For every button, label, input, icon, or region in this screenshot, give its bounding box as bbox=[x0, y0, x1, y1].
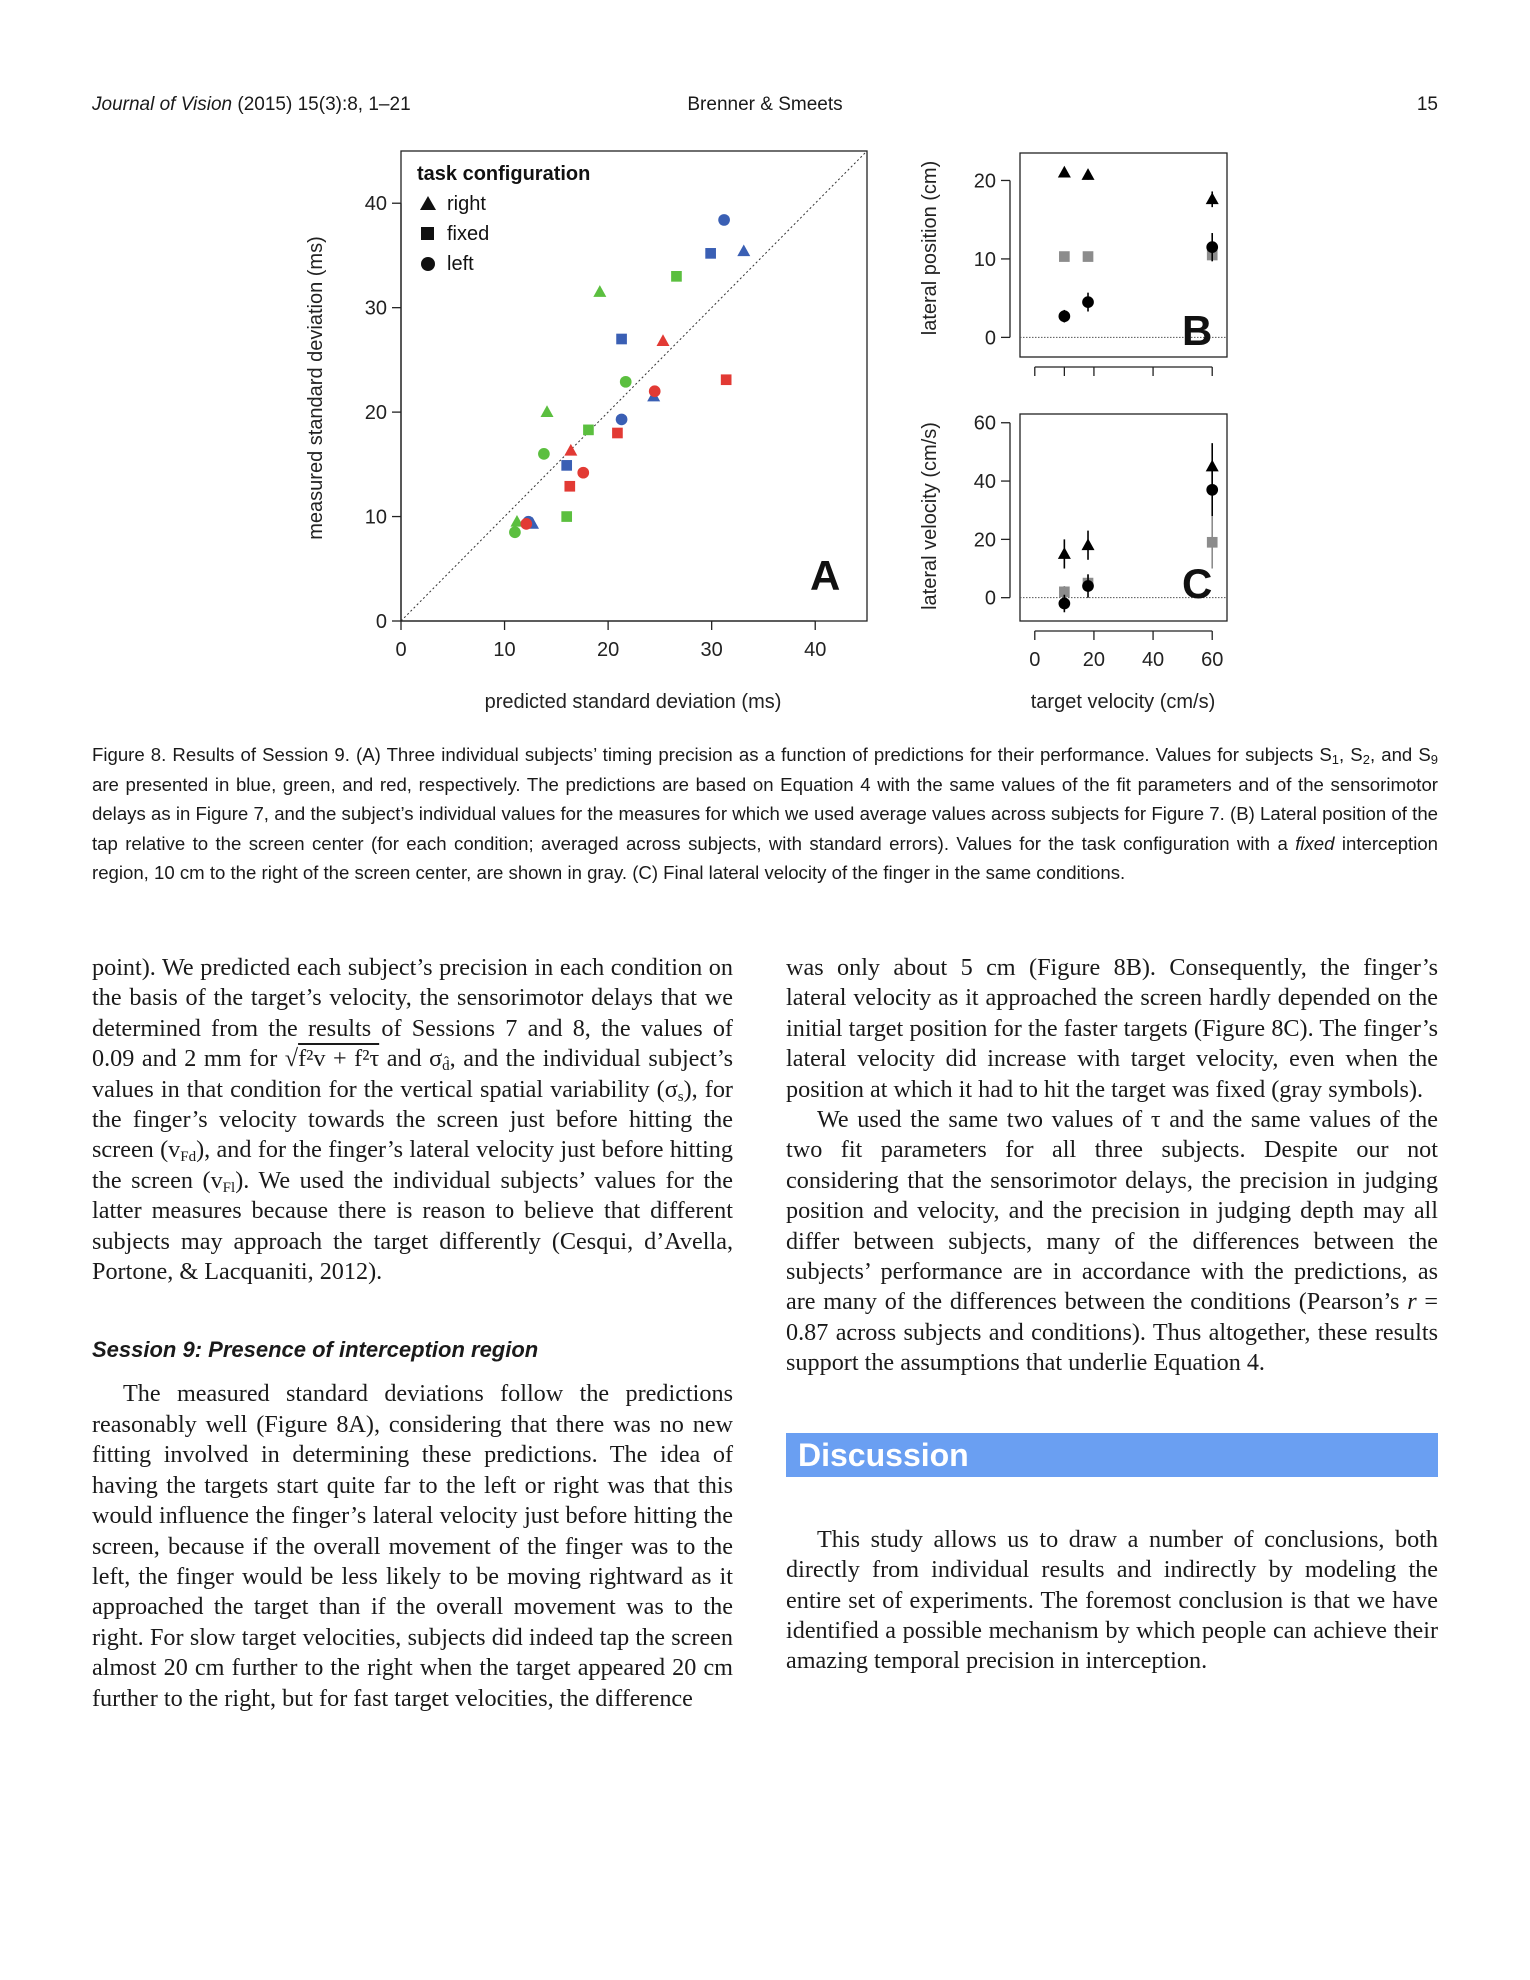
data-point-square bbox=[705, 248, 716, 259]
sqrt-expression: √f²v + f²τ bbox=[284, 1045, 380, 1073]
paragraph: We used the same two values of τ and the same values of the two fit parameters for all three subjects. Despite our not considering that the sensorimotor delays, the precision in judging position and velocity, and the precision in judging depth may all differ between subjects, many of the differences between the subjects’ performance are in accordance with the predictions, as are many of the differences between the conditions (Pearson’s r = 0.87 across subjects and conditions). Thus altogether, these results support the assumptions that underlie Equation 4. bbox=[786, 1106, 1438, 1377]
legend-right-label: right bbox=[447, 193, 486, 215]
panel-a-diagonal bbox=[401, 151, 867, 621]
panel-c-ylabel: lateral velocity (cm/s) bbox=[919, 422, 941, 610]
data-point-circle bbox=[538, 448, 550, 460]
data-point-circle bbox=[1059, 598, 1071, 610]
x-tick-label: 30 bbox=[700, 639, 723, 661]
legend bbox=[417, 163, 590, 275]
citation: (2015) 15(3):8, 1–21 bbox=[237, 94, 411, 115]
section-heading: Session 9: Presence of interception region bbox=[92, 1337, 539, 1363]
page-number: 15 bbox=[1416, 94, 1438, 115]
y-tick-label: 20 bbox=[973, 529, 996, 552]
data-point-circle bbox=[520, 518, 532, 530]
data-point-circle bbox=[1206, 241, 1218, 253]
data-point-triangle bbox=[1206, 192, 1219, 204]
data-point-triangle bbox=[1058, 547, 1071, 559]
data-point-square bbox=[1059, 251, 1070, 262]
panel-b-letter: B bbox=[1182, 307, 1213, 354]
data-point-square bbox=[612, 428, 623, 439]
y-tick-label: 40 bbox=[973, 471, 996, 494]
data-point-circle bbox=[577, 467, 589, 479]
data-point-circle bbox=[1059, 310, 1071, 322]
panel-a-xlabel: predicted standard deviation (ms) bbox=[484, 691, 782, 713]
panel-a bbox=[305, 151, 867, 713]
data-point-circle bbox=[1206, 484, 1218, 496]
data-point-triangle bbox=[1058, 166, 1071, 178]
x-tick-label: 20 bbox=[596, 639, 620, 661]
data-point-triangle bbox=[541, 405, 554, 417]
legend-circle-marker bbox=[421, 257, 435, 271]
data-point-circle bbox=[616, 414, 628, 426]
data-point-triangle bbox=[593, 285, 606, 297]
x-tick-label: 20 bbox=[1082, 649, 1106, 671]
legend-fixed-label: fixed bbox=[447, 223, 490, 245]
panel-a-ylabel: measured standard deviation (ms) bbox=[305, 236, 327, 540]
data-point-square bbox=[1083, 251, 1094, 262]
data-point-square bbox=[561, 511, 572, 522]
data-point-square bbox=[561, 460, 572, 471]
panel-c-xlabel: target velocity (cm/s) bbox=[1030, 691, 1216, 713]
y-tick-label: 10 bbox=[973, 248, 996, 271]
panel-b-ylabel: lateral position (cm) bbox=[919, 160, 941, 336]
data-point-circle bbox=[1082, 580, 1094, 592]
y-tick-label: 0 bbox=[984, 327, 996, 350]
panel-a-letter: A bbox=[810, 552, 841, 599]
data-point-square bbox=[564, 481, 575, 492]
y-tick-label: 20 bbox=[973, 170, 996, 193]
data-point-triangle bbox=[564, 444, 577, 456]
data-point-square bbox=[721, 374, 732, 385]
authors: Brenner & Smeets bbox=[687, 94, 843, 115]
discussion-heading: Discussion bbox=[786, 1433, 1438, 1477]
panel-b bbox=[919, 153, 1227, 376]
panel-c-letter: C bbox=[1182, 560, 1213, 607]
y-tick-label: 20 bbox=[364, 402, 387, 425]
y-tick-label: 40 bbox=[364, 193, 387, 216]
data-point-square bbox=[616, 334, 627, 345]
x-tick-label: 0 bbox=[395, 639, 407, 661]
data-point-circle bbox=[620, 376, 632, 388]
panel-c-axes bbox=[974, 413, 1224, 671]
legend-triangle-marker bbox=[420, 196, 436, 210]
legend-square-marker bbox=[421, 227, 434, 240]
data-point-triangle bbox=[737, 244, 750, 256]
figure-8 bbox=[0, 0, 1530, 730]
data-point-square bbox=[583, 425, 594, 436]
paragraph: was only about 5 cm (Figure 8B). Consequently, the finger’s lateral velocity as it approached the screen hardly depended on the initial target position for the faster targets (Figure 8C). The finger’s lateral velocity did increase with target velocity, even when the position at which it had to hit the target was fixed (gray symbols). bbox=[786, 954, 1438, 1103]
panel-b-axes bbox=[974, 170, 1212, 376]
left-column bbox=[92, 953, 733, 1714]
data-point-triangle bbox=[656, 334, 669, 346]
y-tick-label: 10 bbox=[364, 506, 387, 529]
data-point-square bbox=[1207, 537, 1218, 548]
y-tick-label: 0 bbox=[375, 611, 387, 633]
x-tick-label: 40 bbox=[804, 639, 827, 661]
data-point-circle bbox=[509, 526, 521, 538]
y-tick-label: 0 bbox=[984, 587, 996, 610]
data-point-square bbox=[671, 271, 682, 282]
legend-left-label: left bbox=[447, 253, 474, 275]
data-point-triangle bbox=[1082, 168, 1095, 180]
y-tick-label: 60 bbox=[973, 412, 996, 435]
y-tick-label: 30 bbox=[364, 297, 387, 320]
panel-c bbox=[919, 413, 1227, 713]
data-point-triangle bbox=[1082, 538, 1095, 550]
data-point-circle bbox=[718, 214, 730, 226]
panel-b-points bbox=[1058, 166, 1219, 323]
figure-caption: Figure 8. Results of Session 9. (A) Three individual subjects’ timing precision as a function of predictions for their performance. Values for subjects $S_1$, $S_2$, and $S_9$ are presented in blue, green, and red, respectively. The predictions are based on Equation 4 with the same values of the fit parameters and of the sensorimotor delays as in Figure 7, and the subject’s individual values for the measures for which we used average values across subjects for Figure 7. (B) Lateral position of the tap relative to the screen center (for each condition; averaged across subjects, with standard errors). Values for the task configuration with a fixed interception region, 10 cm to the right of the screen center, are shown in gray. (C) Final lateral velocity of the finger in the same conditions. bbox=[92, 744, 1439, 884]
paragraph: The measured standard deviations follow the predictions reasonably well (Figure 8A), considering that there was no new fitting involved in determining these predictions. The idea of having the targets start quite far to the left or right was that this would influence the finger’s lateral velocity just before hitting the screen, because if the overall movement of the finger was to the left, the finger would be less likely to be moving rightward as it approached the target than if the overall movement was to the right. For slow target velocities, subjects did indeed tap the screen almost 20 cm further to the right when the target appeared 20 cm further to the right, but for fast target velocities, the difference bbox=[92, 1380, 733, 1712]
x-tick-label: 0 bbox=[1029, 649, 1041, 671]
x-tick-label: 40 bbox=[1141, 649, 1165, 671]
right-column bbox=[786, 953, 1438, 1677]
paragraph: point). We predicted each subject’s precision in each condition on the basis of the target’s velocity, the sensorimotor delays that we determined from the results of Sessions 7 and 8, the values of 0.09 and 2 mm for √f²v + f²τ and $\sigma_{d̂}$, and the individual subject’s values in that condition for the vertical spatial variability $(\sigma_s)$, for the finger’s velocity towards the screen just before hitting the screen $(v_{Fd})$, and for the finger’s lateral velocity just before hitting the screen $(v_{Fl})$. We used the individual subjects’ values for the latter measures because there is reason to believe that different subjects may approach the target differently (Cesqui, d’Avella, Portone, & Lacquaniti, 2012). bbox=[92, 954, 733, 1286]
journal-name: Journal of Vision bbox=[92, 94, 233, 115]
data-point-circle bbox=[1082, 296, 1094, 308]
paragraph: This study allows us to draw a number of conclusions, both directly from individual results and indirectly by modeling the entire set of experiments. The foremost conclusion is that we have identified a possible mechanism by which people can achieve their amazing temporal precision in interception. bbox=[786, 1525, 1438, 1675]
panel-a-points bbox=[509, 214, 750, 538]
x-tick-label: 60 bbox=[1201, 649, 1224, 671]
legend-title: task configuration bbox=[417, 163, 591, 185]
x-tick-label: 10 bbox=[493, 639, 516, 661]
data-point-circle bbox=[649, 385, 661, 397]
